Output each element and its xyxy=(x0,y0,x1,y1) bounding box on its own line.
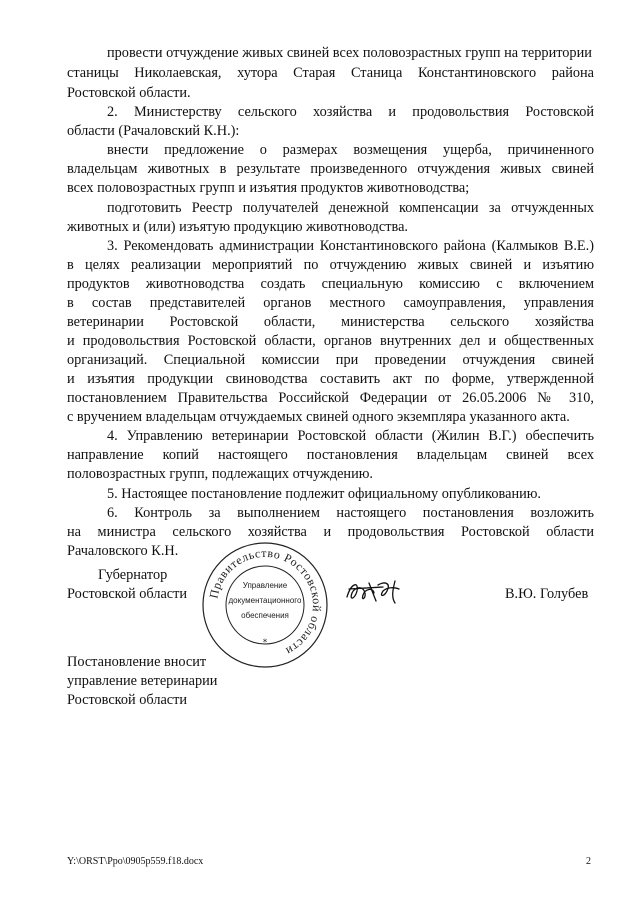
submitter-note-line3: Ростовской области xyxy=(67,692,188,708)
text-line: 4. Управлению ветеринарии Ростовской области (Жилин В.Г.) обеспечить xyxy=(107,428,594,444)
text-line: Рачаловского К.Н. xyxy=(67,543,179,559)
text-line: и продовольствия Ростовской области, органов внутренних дел и общественных xyxy=(67,333,594,349)
text-line: области (Рачаловский К.Н.): xyxy=(67,123,240,139)
submitter-note-line1: Постановление вносит xyxy=(67,654,207,670)
text-line: ветеринарии Ростовской области, министерства сельского хозяйства xyxy=(67,314,594,330)
stamp-inner-line3: обеспечения xyxy=(241,611,289,620)
text-line: в состав представителей органов местного самоуправления, управления xyxy=(67,295,594,311)
stamp-inner-line2: документационного xyxy=(228,596,302,605)
page-number: 2 xyxy=(586,856,591,867)
text-line: внести предложение о размерах возмещения ущерба, причиненного xyxy=(107,142,594,158)
text-line: владельцам животных в результате произведенного отчуждения живых свиней xyxy=(67,161,594,177)
text-line: 5. Настоящее постановление подлежит официальному опубликованию. xyxy=(107,486,542,502)
text-line: Ростовской области. xyxy=(67,85,191,101)
stamp-star-icon: * xyxy=(262,638,268,648)
text-line: 2. Министерству сельского хозяйства и продовольствия Ростовской xyxy=(107,104,594,120)
file-path: Y:\ORST\Ppo\0905p559.f18.docx xyxy=(67,856,204,867)
official-stamp xyxy=(200,540,330,670)
signatory-title-line1: Губернатор xyxy=(98,567,168,583)
text-line: постановлением Правительства Российской Федерации от 26.05.2006 № 310, xyxy=(67,390,594,406)
text-line: половозрастных групп, подлежащих отчуждению. xyxy=(67,466,373,482)
text-line: всех половозрастных групп и изъятия продуктов животноводства; xyxy=(67,180,470,196)
submitter-note-line2: управление ветеринарии xyxy=(67,673,218,689)
text-line: станицы Николаевская, хутора Старая Станица Константиновского района xyxy=(67,65,594,81)
text-line: и изъятия продукции свиноводства составить акт по форме, утвержденной xyxy=(67,371,594,387)
stamp-inner-line1: Управление xyxy=(242,581,288,590)
text-line: провести отчуждение живых свиней всех половозрастных групп на территории xyxy=(107,45,592,61)
text-line: подготовить Реестр получателей денежной компенсации за отчужденных xyxy=(107,200,594,216)
stamp-outer-text: Правительство Ростовской области xyxy=(206,545,325,659)
text-line: животных и (или) изъятую продукцию животноводства. xyxy=(67,219,409,235)
text-line: на министра сельского хозяйства и продовольствия Ростовской области xyxy=(67,524,594,540)
text-line: с вручением владельцам отчуждаемых свиней одного экземпляра указанного акта. xyxy=(67,409,570,425)
text-line: 3. Рекомендовать администрации Константиновского района (Калмыков В.Е.) xyxy=(107,238,594,254)
signatory-title-line2: Ростовской области xyxy=(67,586,188,602)
text-line: в целях реализации мероприятий по отчуждению живых свиней и изъятию xyxy=(67,257,594,273)
text-line: 6. Контроль за выполнением настоящего постановления возложить xyxy=(107,505,594,521)
handwritten-signature xyxy=(343,575,418,607)
text-line: организаций. Специальной комиссии при проведении отчуждения свиней xyxy=(67,352,594,368)
signatory-name: В.Ю. Голубев xyxy=(505,586,589,602)
text-line: направление копий настоящего постановления владельцам свиней всех xyxy=(67,447,594,463)
text-line: продуктов животноводства создать специальную комиссию с включением xyxy=(67,276,594,292)
